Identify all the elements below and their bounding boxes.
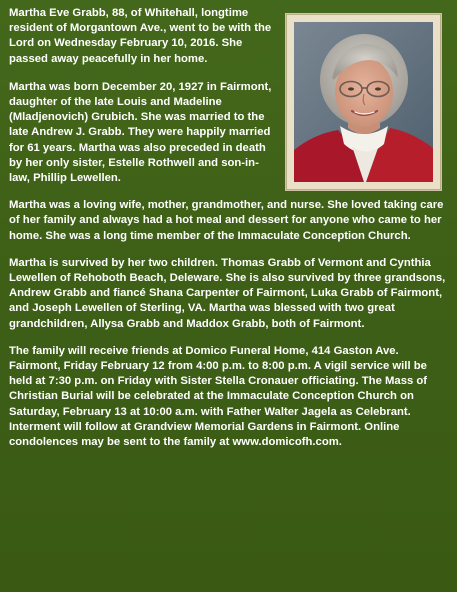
obituary-paragraph: The family will receive friends at Domico Funeral Home, 414 Gaston Ave. Fairmont, Friday February 12 from 4:00 p.m. to 8:00 p.m. A vigil service will be held at 7:30 p.m. on Friday with Sister Stella Cronauer officiating. The Mass of Christian Burial will be celebrated at the Immaculate Conception Church on Saturday, February 13 at 10:00 a.m. with Father Walter Jagela as Celebrant. Interment will follow at Grandview Memorial Gardens in Fairmont. Online condolences may be sent to the family at www.domicofh.com.: [9, 344, 428, 449]
obituary-paragraph: Martha Eve Grabb, 88, of Whitehall, longtime resident of Morgantown Ave., went to be with the Lord on Wednesday February 10, 2016. She passed away peacefully in her home.: [9, 7, 272, 65]
obituary-paragraph: Martha is survived by her two children. Thomas Grabb of Vermont and Cynthia Lewellen of Rehoboth Beach, Deleware. She is also survived by three grandsons, Andrew Grabb and fiancé Shana Carpenter of Fairmont, Luka Grabb of Fairmont, and Joseph Lewellen of Sterling, VA. Martha was blessed with two great grandchildren, Allysa Grabb and Maddox Grabb, both of Fairmont.: [9, 256, 446, 330]
portrait-photo-icon: [294, 22, 433, 182]
obituary-paragraph: Martha was born December 20, 1927 in Fairmont, daughter of the late Louis and Madeline (Mladjenovich) Grubich. She was married to the late Andrew J. Grabb. They were happily married for 61 years. Martha was also preceded in death by her only sister, Estelle Rothwell and son-in-law, Phillip Lewellen.: [9, 80, 272, 185]
obituary-paragraph: Martha was a loving wife, mother, grandmother, and nurse. She loved taking care of her family and always had a hot meal and dessert for anyone who came to her home. She was a long time member of the Immaculate Conception Church.: [9, 199, 444, 242]
portrait-photo-frame: [285, 13, 442, 191]
